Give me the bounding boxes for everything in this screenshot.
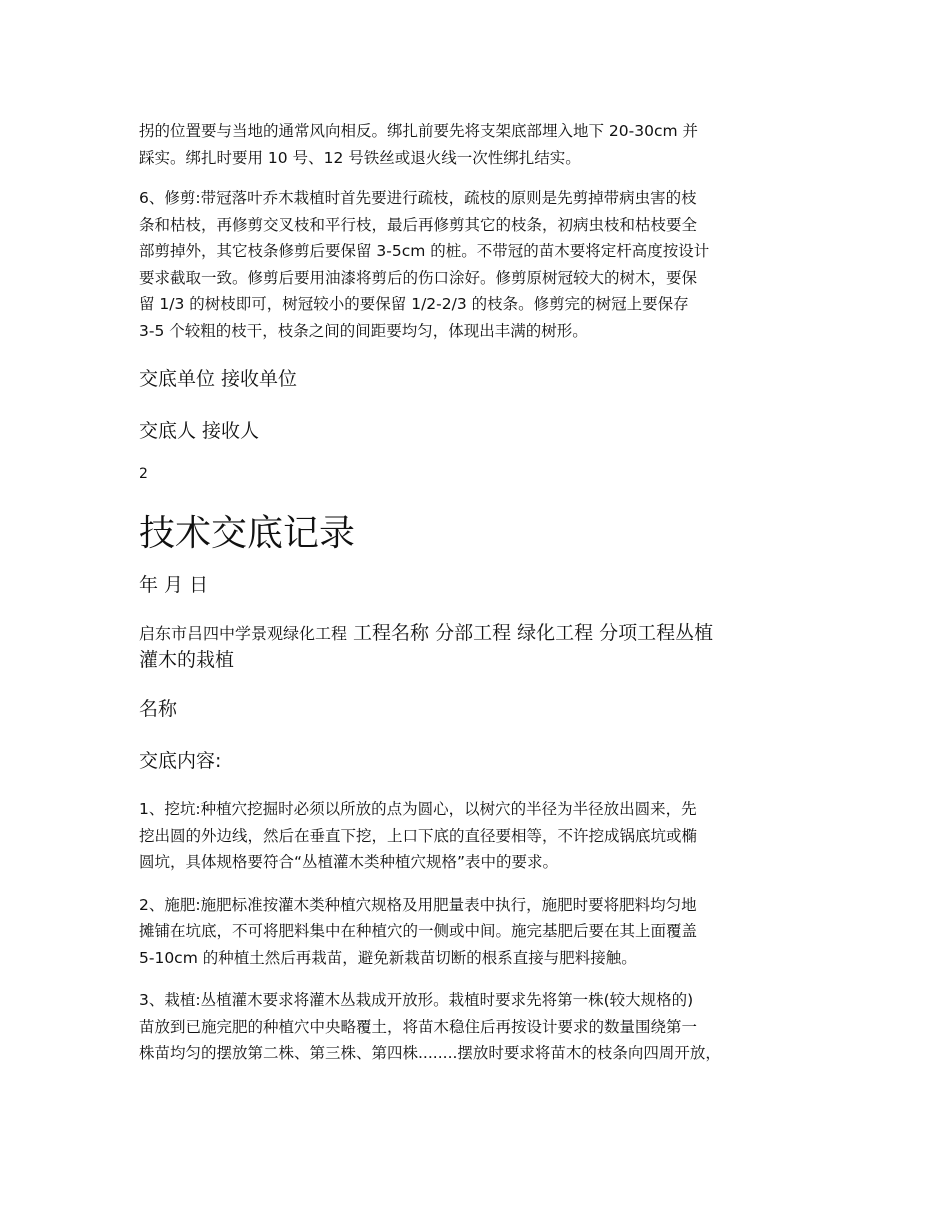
text-line: 苗放到已施完肥的种植穴中央略覆土，将苗木稳住后再按设计要求的数量围绕第一	[139, 1017, 698, 1036]
text-line: 条和枯枝，再修剪交叉枝和平行枝，最后再修剪其它的枝条，初病虫枝和枯枝要全	[139, 215, 698, 234]
project-line: 灌木的栽植	[139, 649, 235, 671]
document-page	[139, 118, 829, 1067]
units-line: 交底单位 接收单位	[139, 368, 298, 390]
project-line	[139, 620, 829, 647]
name-label: 名称	[139, 698, 178, 720]
continued-paragraph	[139, 118, 829, 171]
project-info	[139, 620, 829, 674]
pruning-paragraph	[139, 185, 829, 344]
text-line: 株苗均匀的摆放第二株、第三株、第四株........摆放时要求将苗木的枝条向四周开放，	[139, 1044, 721, 1062]
text-line: 挖出圆的外边线，然后在垂直下挖，上口下底的直径要相等，不许挖成锅底坑或椭	[139, 826, 698, 845]
text-line: 2、施肥:施肥标准按灌木类种植穴规格及用肥量表中执行，施肥时要将肥料均匀地	[139, 895, 697, 914]
text-line: 5-10cm 的种植土然后再栽苗，避免新栽苗切断的根系直接与肥料接触。	[139, 948, 637, 967]
text-line: 3、栽植:丛植灌木要求将灌木丛栽成开放形。栽植时要求先将第一株(较大规格的)	[139, 991, 694, 1009]
record-title: 技术交底记录	[139, 513, 356, 554]
item-fertilize	[139, 892, 829, 972]
text-line: 要求截取一致。修剪后要用油漆将剪后的伤口涂好。修剪原树冠较大的树木，要保	[139, 268, 698, 287]
content-label: 交底内容:	[139, 750, 222, 772]
text-line: 留 1/3 的树枝即可，树冠较小的要保留 1/2-2/3 的枝条。修剪完的树冠上要保存	[139, 295, 689, 313]
text-line: 1、挖坑:种植穴挖掘时必须以所放的点为圆心，以树穴的半径为半径放出圆来，先	[139, 800, 697, 818]
page-number: 2	[139, 466, 148, 482]
text-line: 3-5 个较粗的枝干，枝条之间的间距要均匀，体现出丰满的树形。	[139, 321, 588, 340]
text-line: 摊铺在坑底，不可将肥料集中在种植穴的一侧或中间。施完基肥后要在其上面覆盖	[139, 922, 698, 940]
item-plant	[139, 987, 829, 1067]
date-line: 年 月 日	[139, 574, 209, 596]
text-line: 拐的位置要与当地的通常风向相反。绑扎前要先将支架底部埋入地下 20-30cm 并	[139, 122, 699, 140]
text-line: 部剪掉外，其它枝条修剪后要保留 3-5cm 的桩。不带冠的苗木要将定杆高度按设计	[139, 242, 710, 260]
text-line: 6、修剪:带冠落叶乔木栽植时首先要进行疏枝，疏枝的原则是先剪掉带病虫害的枝	[139, 189, 697, 207]
persons-line: 交底人 接收人	[139, 420, 260, 442]
project-fields: 工程名称 分部工程 绿化工程 分项工程丛植	[347, 622, 714, 644]
text-line: 圆坑，具体规格要符合“丛植灌木类种植穴规格”表中的要求。	[139, 853, 559, 871]
project-name: 启东市吕四中学景观绿化工程	[139, 624, 348, 643]
text-line: 踩实。绑扎时要用 10 号、12 号铁丝或退火线一次性绑扎结实。	[139, 148, 581, 167]
item-dig	[139, 796, 829, 876]
